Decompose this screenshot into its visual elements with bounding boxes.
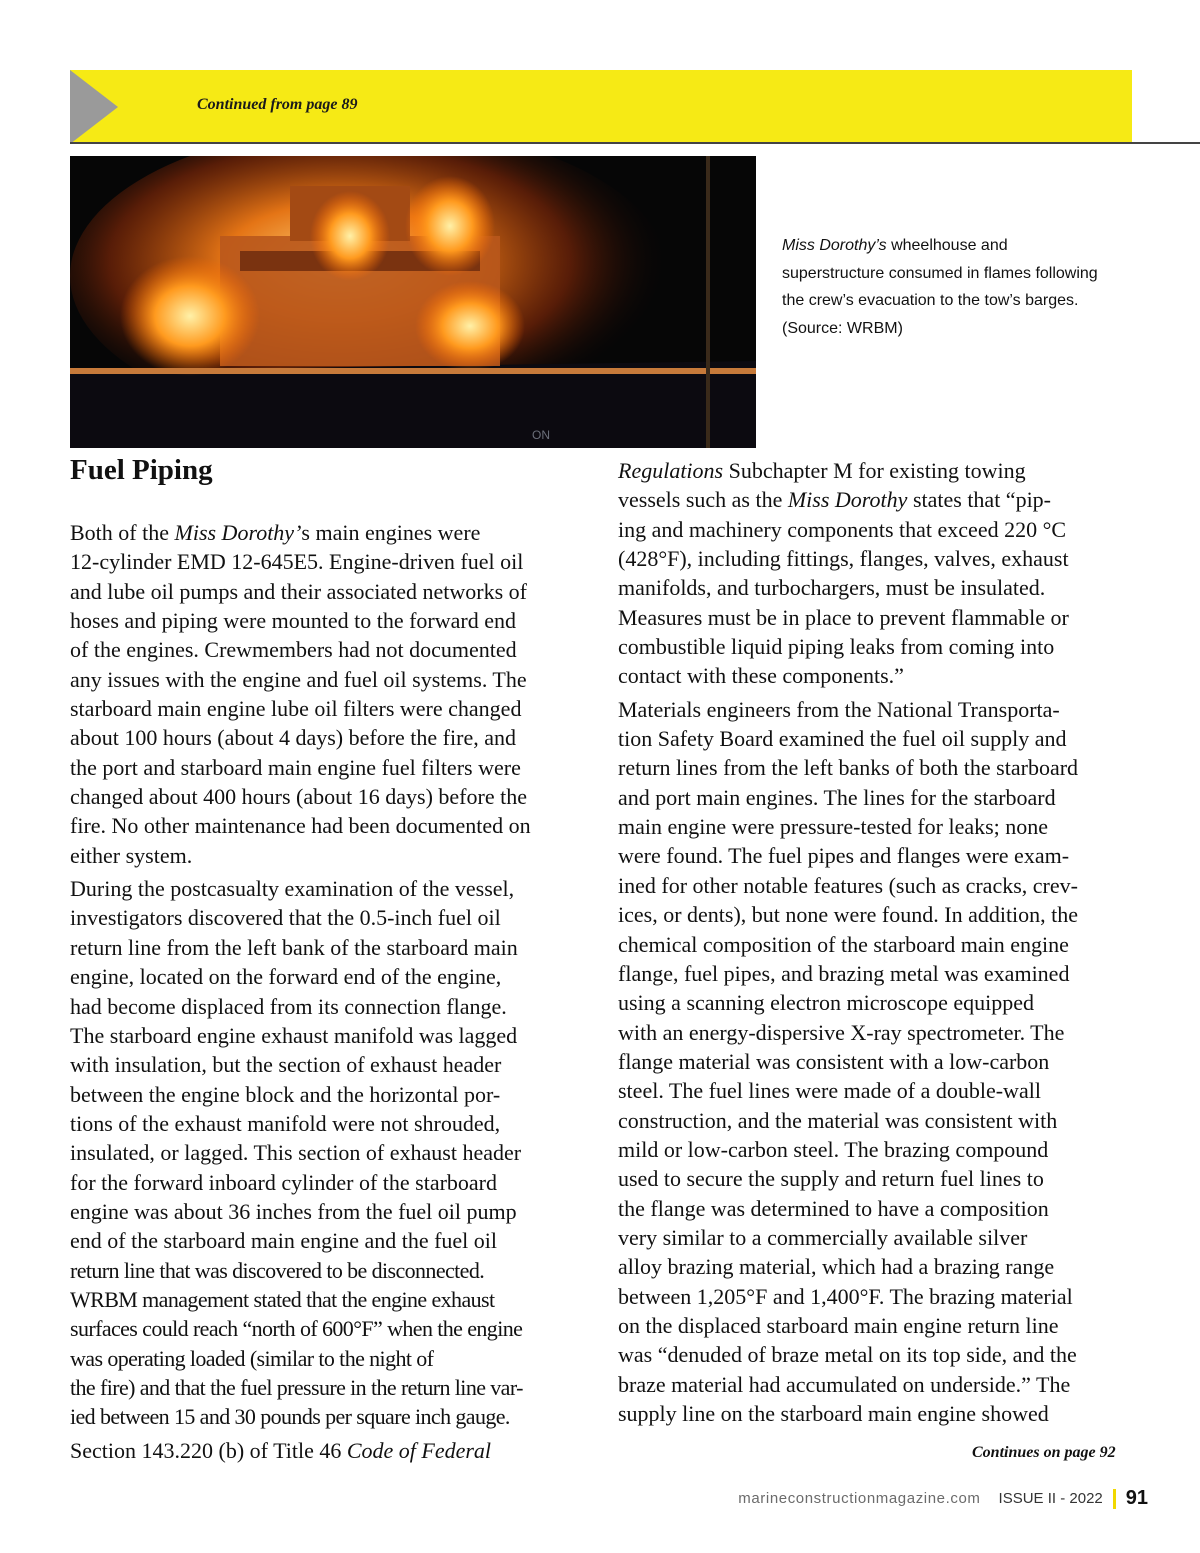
continued-from-label: Continued from page 89 (197, 96, 358, 113)
text-line: During the postcasualty examination of the vessel, (70, 876, 515, 902)
text-line: any issues with the engine and fuel oil systems. The (70, 666, 527, 692)
text-line: on the displaced starboard main engine return line (618, 1312, 1059, 1338)
text-line: the port and starboard main engine fuel filters were (70, 754, 521, 780)
text-line: WRBM management stated that the engine exhaust (70, 1286, 495, 1312)
text-line: was operating loaded (similar to the night of (70, 1345, 434, 1371)
text-line: Regulations Subchapter M for existing towing (618, 458, 1026, 483)
text-line: insulated, or lagged. This section of exhaust header (70, 1140, 522, 1166)
paragraph (70, 518, 590, 870)
text-line: changed about 400 hours (about 16 days) before the (70, 784, 527, 810)
text-line: used to secure the supply and return fuel lines to (618, 1166, 1044, 1192)
section-heading: Fuel Piping (70, 454, 213, 486)
page-number: 91 (1125, 1487, 1148, 1509)
text-line: either system. (70, 842, 193, 868)
text-line: of the engines. Crewmembers had not documented (70, 637, 517, 663)
text-line: Section 143.220 (b) of Title 46 Code of Federal (70, 1437, 492, 1463)
text-line: flange, fuel pipes, and brazing metal was examined (618, 960, 1070, 986)
text-line: vessels such as the Miss Dorothy states that “pip- (618, 487, 1052, 513)
text-line: tion Safety Board examined the fuel oil supply and (618, 726, 1067, 752)
photo-caption (782, 232, 1102, 342)
text-line: ices, or dents), but none were found. In addition, the (618, 902, 1079, 928)
paragraph (618, 456, 1158, 691)
chevron-arrow-icon (70, 70, 118, 144)
text-line: the fire) and that the fuel pressure in the return line var- (70, 1374, 523, 1400)
text-line: Measures must be in place to prevent flammable or (618, 604, 1069, 630)
text-line: the flange was determined to have a composition (618, 1195, 1049, 1221)
text-line: had become displaced from its connection flange. (70, 993, 507, 1019)
text-line: engine, located on the forward end of the engine, (70, 964, 502, 990)
text-line: construction, and the material was consistent with (618, 1107, 1058, 1133)
text-line: between 1,205°F and 1,400°F. The brazing material (618, 1283, 1073, 1309)
caption-vessel-name: Miss Dorothy’s (782, 237, 887, 254)
fire-photo (70, 156, 756, 448)
text-line: starboard main engine lube oil filters were changed (70, 696, 522, 722)
text-line: return lines from the left banks of both the starboard (618, 755, 1079, 781)
footer-issue: ISSUE II - 2022 (998, 1490, 1103, 1507)
text-line: was “denuded of braze metal on its top side, and the (618, 1342, 1077, 1368)
text-line: alloy brazing material, which had a brazing range (618, 1254, 1055, 1280)
burning-vessel-image (70, 156, 756, 448)
text-line: flange material was consistent with a low-carbon (618, 1048, 1050, 1074)
text-line: return line from the left bank of the starboard main (70, 934, 518, 960)
text-line: 12-cylinder EMD 12-645E5. Engine-driven fuel oil (70, 549, 524, 575)
footer-site: marineconstructionmagazine.com (738, 1490, 981, 1507)
text-line: end of the starboard main engine and the fuel oil (70, 1228, 498, 1254)
text-line: engine was about 36 inches from the fuel oil pump (70, 1198, 517, 1224)
text-line: mild or low-carbon steel. The brazing compound (618, 1136, 1049, 1162)
image-stencil-text: ON (532, 428, 550, 442)
banner-rule (70, 142, 1200, 144)
text-line: with an energy-dispersive X-ray spectrometer. The (618, 1019, 1065, 1045)
text-line: and lube oil pumps and their associated networks of (70, 578, 528, 604)
text-line: combustible liquid piping leaks from coming into (618, 634, 1055, 660)
paragraph (70, 1256, 590, 1432)
text-line: (428°F), including fittings, flanges, valves, exhaust (618, 546, 1069, 572)
text-line: and port main engines. The lines for the starboard (618, 784, 1056, 810)
text-line: braze material had accumulated on underside.” The (618, 1371, 1071, 1397)
text-line: main engine were pressure-tested for leaks; none (618, 814, 1049, 840)
article-column-right (618, 456, 1158, 1432)
page-footer (738, 1487, 1148, 1510)
paragraph (618, 695, 1158, 1429)
text-line: with insulation, but the section of exhaust header (70, 1052, 502, 1078)
paragraph (70, 1436, 590, 1465)
text-line: tions of the exhaust manifold were not shrouded, (70, 1110, 501, 1136)
text-line: investigators discovered that the 0.5-inch fuel oil (70, 905, 501, 931)
text-line: were found. The fuel pipes and flanges were exam- (618, 843, 1070, 869)
text-line: return line that was discovered to be disconnected. (70, 1257, 485, 1283)
caption-text: wheelhouse and superstructure consumed in flames following the crew’s evacuation to the tow’s barges. (Source: WRBM) (782, 237, 1098, 337)
text-line: about 100 hours (about 4 days) before the fire, and (70, 725, 516, 751)
text-line: ied between 15 and 30 pounds per square inch gauge. (70, 1404, 510, 1430)
text-line: The starboard engine exhaust manifold was lagged (70, 1022, 518, 1048)
text-line: manifolds, and turbochargers, must be insulated. (618, 575, 1046, 601)
continues-on-label: Continues on page 92 (972, 1444, 1116, 1461)
text-line: contact with these components.” (618, 663, 904, 689)
text-line: very similar to a commercially available silver (618, 1224, 1028, 1250)
text-line: between the engine block and the horizontal por- (70, 1081, 501, 1107)
text-line: hoses and piping were mounted to the forward end (70, 608, 516, 634)
article-column-left (70, 518, 590, 1469)
text-line: fire. No other maintenance had been documented on (70, 813, 531, 839)
text-line: supply line on the starboard main engine showed (618, 1401, 1049, 1426)
text-line: ing and machinery components that exceed 220 °C (618, 516, 1067, 542)
text-line: using a scanning electron microscope equipped (618, 990, 1035, 1016)
text-line: Both of the Miss Dorothy’s main engines were (70, 520, 481, 545)
text-line: chemical composition of the starboard main engine (618, 931, 1069, 957)
footer-divider (1113, 1489, 1116, 1509)
text-line: surfaces could reach “north of 600°F” when the engine (70, 1316, 523, 1342)
text-line: for the forward inboard cylinder of the starboard (70, 1169, 498, 1195)
paragraph (70, 874, 590, 1255)
text-line: ined for other notable features (such as cracks, crev- (618, 872, 1078, 898)
text-line: steel. The fuel lines were made of a double-wall (618, 1078, 1041, 1104)
text-line: Materials engineers from the National Transporta- (618, 696, 1060, 722)
